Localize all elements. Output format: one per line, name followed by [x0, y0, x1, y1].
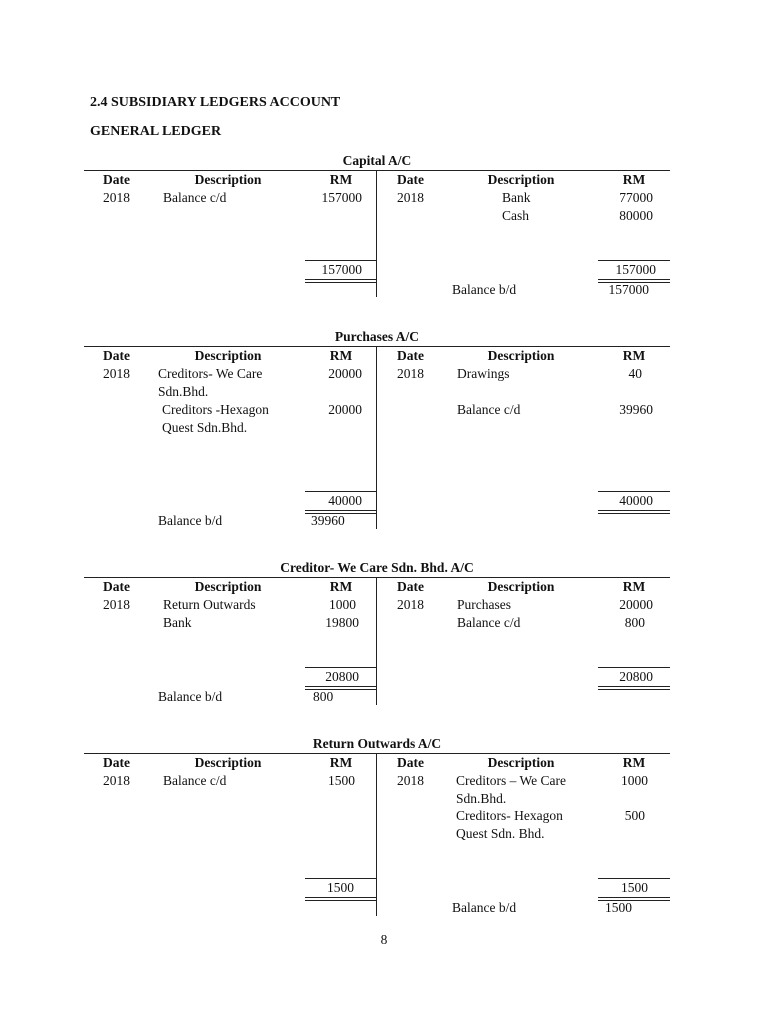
return-outwards-date-header-cr: Date	[397, 755, 424, 770]
purchases-divider	[376, 346, 377, 529]
return-outwards-divider	[376, 753, 377, 916]
purchases-title: Purchases A/C	[334, 329, 420, 344]
creditor-balance-bd-value: 800	[313, 689, 334, 704]
purchases-cr-desc-2: Balance c/d	[457, 402, 521, 417]
return-outwards-balance-bd-value: 1500	[605, 900, 632, 915]
purchases-cr-desc-1: Drawings	[457, 366, 510, 381]
purchases-desc-header-cr: Description	[487, 348, 555, 363]
creditor-dr-date: 2018	[103, 597, 130, 612]
return-outwards-desc-header-dr: Description	[194, 755, 262, 770]
purchases-date-header-cr: Date	[397, 348, 424, 363]
purchases-desc-header-dr: Description	[194, 348, 262, 363]
capital-rm-header-cr: RM	[622, 172, 646, 187]
purchases-cr-rm-1: 40	[628, 366, 642, 381]
creditor-cr-double-rule-2	[598, 689, 670, 690]
return-outwards-rm-header-cr: RM	[622, 755, 646, 770]
purchases-cr-date: 2018	[397, 366, 424, 381]
capital-cr-desc-2: Cash	[502, 208, 529, 223]
creditor-title: Creditor- We Care Sdn. Bhd. A/C	[280, 560, 474, 575]
creditor-desc-header-cr: Description	[487, 579, 555, 594]
capital-rm-header-dr: RM	[329, 172, 353, 187]
creditor-cr-desc-2: Balance c/d	[457, 615, 521, 630]
section-heading: 2.4 SUBSIDIARY LEDGERS ACCOUNT	[90, 95, 341, 110]
purchases-rm-header-cr: RM	[622, 348, 646, 363]
creditor-dr-total-rule	[305, 667, 376, 668]
return-outwards-dr-total-rule	[305, 878, 376, 879]
purchases-top-rule	[84, 346, 670, 347]
capital-date-header-cr: Date	[397, 172, 424, 187]
capital-cr-rm-1: 77000	[619, 190, 653, 205]
creditor-cr-total: 20800	[619, 669, 653, 684]
return-outwards-cr-desc-2b: Quest Sdn. Bhd.	[456, 826, 545, 841]
creditor-date-header-cr: Date	[397, 579, 424, 594]
capital-dr-total-rule	[305, 260, 376, 261]
creditor-dr-double-rule-1	[305, 686, 376, 687]
capital-desc-header-dr: Description	[194, 172, 262, 187]
purchases-rm-header-dr: RM	[329, 348, 353, 363]
purchases-cr-total: 40000	[619, 493, 653, 508]
capital-title: Capital A/C	[342, 153, 412, 168]
capital-cr-desc-1: Bank	[502, 190, 531, 205]
capital-desc-header-cr: Description	[487, 172, 555, 187]
creditor-cr-rm-2: 800	[624, 615, 645, 630]
return-outwards-cr-date: 2018	[397, 773, 424, 788]
creditor-cr-rm-1: 20000	[619, 597, 653, 612]
purchases-cr-double-rule-1	[598, 510, 670, 511]
purchases-dr-date: 2018	[103, 366, 130, 381]
purchases-dr-desc-1a: Creditors- We Care	[158, 366, 263, 381]
purchases-balance-bd-label: Balance b/d	[158, 513, 223, 528]
return-outwards-title: Return Outwards A/C	[312, 736, 442, 751]
capital-cr-rm-2: 80000	[619, 208, 653, 223]
creditor-dr-rm-1: 1000	[329, 597, 356, 612]
capital-dr-rm: 157000	[321, 190, 362, 205]
return-outwards-rm-header-dr: RM	[329, 755, 353, 770]
purchases-cr-total-rule	[598, 491, 670, 492]
return-outwards-dr-rm: 1500	[328, 773, 355, 788]
capital-dr-total: 157000	[321, 262, 362, 277]
capital-cr-total: 157000	[615, 262, 656, 277]
return-outwards-dr-desc: Balance c/d	[163, 773, 227, 788]
purchases-balance-bd-value: 39960	[311, 513, 345, 528]
creditor-cr-date: 2018	[397, 597, 424, 612]
purchases-date-header-dr: Date	[103, 348, 130, 363]
creditor-dr-rm-2: 19800	[325, 615, 359, 630]
return-outwards-balance-bd-label: Balance b/d	[452, 900, 517, 915]
capital-cr-date: 2018	[397, 190, 424, 205]
return-outwards-cr-desc-1b: Sdn.Bhd.	[456, 791, 507, 806]
creditor-cr-total-rule	[598, 667, 670, 668]
capital-dr-date: 2018	[103, 190, 130, 205]
creditor-cr-desc-1: Purchases	[457, 597, 511, 612]
return-outwards-desc-header-cr: Description	[487, 755, 555, 770]
creditor-rm-header-dr: RM	[329, 579, 353, 594]
creditor-dr-desc-1: Return Outwards	[163, 597, 256, 612]
purchases-dr-total: 40000	[328, 493, 362, 508]
general-ledger-heading: GENERAL LEDGER	[90, 124, 222, 139]
return-outwards-cr-rm-1: 1000	[621, 773, 648, 788]
capital-top-rule	[84, 170, 670, 171]
return-outwards-cr-double-rule-1	[598, 897, 670, 898]
capital-balance-bd-label: Balance b/d	[452, 282, 517, 297]
creditor-rm-header-cr: RM	[622, 579, 646, 594]
creditor-dr-total: 20800	[325, 669, 359, 684]
capital-dr-desc: Balance c/d	[163, 190, 227, 205]
capital-balance-bd-value: 157000	[608, 282, 649, 297]
return-outwards-cr-desc-1a: Creditors – We Care	[456, 773, 567, 788]
capital-cr-double-rule-1	[598, 279, 670, 280]
creditor-top-rule	[84, 577, 670, 578]
capital-date-header-dr: Date	[103, 172, 130, 187]
creditor-dr-desc-2: Bank	[163, 615, 192, 630]
creditor-divider	[376, 577, 377, 705]
creditor-cr-double-rule-1	[598, 686, 670, 687]
purchases-dr-desc-2b: Quest Sdn.Bhd.	[162, 420, 248, 435]
return-outwards-cr-total-rule	[598, 878, 670, 879]
capital-cr-total-rule	[598, 260, 670, 261]
purchases-dr-double-rule-1	[305, 510, 376, 511]
capital-dr-double-rule-1	[305, 279, 376, 280]
creditor-balance-bd-label: Balance b/d	[158, 689, 223, 704]
purchases-dr-rm-2: 20000	[328, 402, 362, 417]
purchases-cr-double-rule-2	[598, 513, 670, 514]
purchases-dr-desc-2a: Creditors -Hexagon	[162, 402, 269, 417]
return-outwards-top-rule	[84, 753, 670, 754]
return-outwards-cr-rm-2: 500	[624, 808, 645, 823]
capital-divider	[376, 170, 377, 297]
purchases-dr-desc-1b: Sdn.Bhd.	[158, 384, 209, 399]
capital-dr-double-rule-2	[305, 282, 376, 283]
page-number: 8	[380, 932, 388, 947]
return-outwards-dr-date: 2018	[103, 773, 130, 788]
return-outwards-dr-double-rule-2	[305, 900, 376, 901]
return-outwards-dr-total: 1500	[327, 880, 354, 895]
purchases-cr-rm-2: 39960	[619, 402, 653, 417]
return-outwards-cr-total: 1500	[621, 880, 648, 895]
return-outwards-date-header-dr: Date	[103, 755, 130, 770]
purchases-dr-total-rule	[305, 491, 376, 492]
purchases-dr-rm-1: 20000	[328, 366, 362, 381]
return-outwards-cr-desc-2a: Creditors- Hexagon	[456, 808, 563, 823]
return-outwards-dr-double-rule-1	[305, 897, 376, 898]
creditor-date-header-dr: Date	[103, 579, 130, 594]
creditor-desc-header-dr: Description	[194, 579, 262, 594]
